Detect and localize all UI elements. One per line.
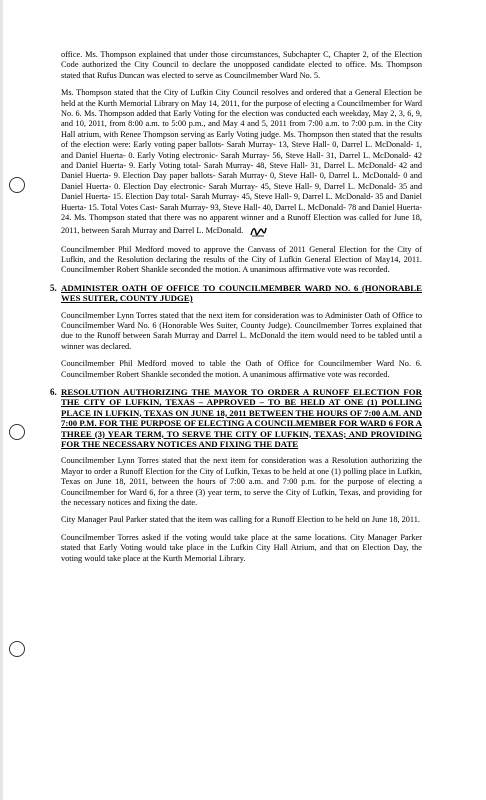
agenda-item-5 — [50, 282, 422, 304]
agenda-item-6 — [50, 386, 422, 449]
item-5-number: 5. — [50, 282, 57, 293]
minutes-document — [50, 50, 422, 571]
initials-mark-icon — [249, 224, 267, 238]
binder-hole-middle — [9, 424, 25, 440]
item-5-paragraph-2: Councilmember Phil Medford moved to table the Oath of Office for Councilmember Ward No. 6. Councilmember Robert Shankle seconded the motion. A unanimous affirmative vote was recorded. — [61, 359, 422, 379]
item-5-paragraph-1: Councilmember Lynn Torres stated that the next item for consideration was to Administer Oath of Office to Councilmember Ward No. 6 (Honorable Wes Suiter, County Judge). Councilmember Torres explained that due to the Runoff between Sarah Murray and Darrel L. McDonald the item would need to be tabled until a winner was declared. — [61, 310, 422, 351]
item-6-number: 6. — [50, 386, 57, 397]
binder-hole-top — [9, 177, 25, 193]
paragraph-ward5-result: office. Ms. Thompson explained that under those circumstances, Subchapter C, Chapter 2, of the Election Code authorized the City Council to declare the unopposed candidate elected to office. Ms. Thompson stated that Rufus Duncan was elected to serve as Councilmember Ward No. 5. — [61, 50, 422, 80]
item-6-paragraph-2: City Manager Paul Parker stated that the item was calling for a Runoff Election to be held on June 18, 2011. — [61, 515, 420, 525]
ward6-results-text: Ms. Thompson stated that the City of Lufkin City Council resolves and ordered that a General Election be held at the Kurth Memorial Library on May 14, 2011, for the purpose of electing a Councilmember for Ward No. 6. Ms. Thompson added that Early Voting for the election was conducted each weekday, May 2, 3, 6, 9, and 10, 2011, from 8:00 a.m. to 5:00 p.m., and May 4 and 5, 2011 from 7:00 a.m. to 7:00 p.m. in the City Hall atrium, with Renee Thompson serving as Early Voting judge. Ms. Thompson then stated that the results of the election were: Early voting paper ballots- Sarah Murray- 13, Steve Hall- 0, Darrel L. McDonald- 1, and Daniel Huerta- 0. Early Voting electronic- Sarah Murray- 56, Steve Hall- 31, Darrel L. McDonald- 42 and Daniel Huerta- 9. Early Voting total- Sarah Murray- 48, Steve Hall- 31, Darrel L. McDonald- 42 and Daniel Huerta- 9. Election Day paper ballots- Sarah Murray- 0, Steve Hall- 0, Darrel L. McDonald- 0 and Daniel Huerta- 0. Election Day electronic- Sarah Murray- 45, Steve Hall- 9, Darrel L. McDonald- 35 and Daniel Huerta- 15. Election Day total- Sarah Murray- 45, Steve Hall- 9, Darrel L. McDonald- 35 and Daniel Huerta- 15. Total Votes Cast- Sarah Murray- 93, Steve Hall- 40, Darrel L. McDonald- 78 and Daniel Huerta- 24. Ms. Thompson stated that there was no apparent winner and a Runoff Election was called for June 18, 2011, between Sarah Murray and Darrel L. McDonald. — [61, 88, 422, 235]
item-6-heading: RESOLUTION AUTHORIZING THE MAYOR TO ORDER A RUNOFF ELECTION FOR THE CITY OF LUFKIN, TEXAS – APPROVED – TO BE HELD AT ONE (1) POLLING PLACE IN LUFKIN, TEXAS ON JUNE 18, 2011 BETWEEN THE HOURS OF 7:00 A.M. AND 7:00 P.M. FOR THE PURPOSE OF ELECTING A COUNCILMEMBER FOR WARD 6 FOR A THREE (3) YEAR TERM, TO SERVE THE CITY OF LUFKIN, TEXAS; AND PROVIDING FOR THE NECESSARY NOTICES AND FIXING THE DATE — [61, 386, 422, 449]
paragraph-ward6-election-results — [61, 88, 422, 237]
page-edge — [0, 0, 3, 800]
item-5-heading: ADMINISTER OATH OF OFFICE TO COUNCILMEMBER WARD NO. 6 (HONORABLE WES SUITER, COUNTY JUDGE) — [61, 282, 422, 304]
binder-hole-bottom — [9, 641, 25, 657]
paragraph-canvass-motion: Councilmember Phil Medford moved to approve the Canvass of 2011 General Election for the City of Lufkin, and the Resolution declaring the results of the City of Lufkin General Election of May14, 2011. Councilmember Robert Shankle seconded the motion. A unanimous affirmative vote was recorded. — [61, 244, 422, 275]
item-6-paragraph-3: Councilmember Torres asked if the voting would take place at the same locations. City Manager Parker stated that Early Voting would take place in the Lufkin City Hall Atrium, and that on Election Day, the voting would take place at the Kurth Memorial Library. — [61, 532, 422, 563]
item-6-paragraph-1: Councilmember Lynn Torres stated that the next item for consideration was a Resolution authorizing the Mayor to order a Runoff Election for the City of Lufkin, Texas to be held at one (1) polling place in Lufkin, Texas on June 18, 2011, between the hours of 7:00 a.m. and 7:00 p.m. for the purpose of electing a Councilmember for Ward 6, for a three (3) year term, to serve the City of Lufkin, Texas, and providing for the necessary notices and fixing the date. — [61, 456, 422, 508]
